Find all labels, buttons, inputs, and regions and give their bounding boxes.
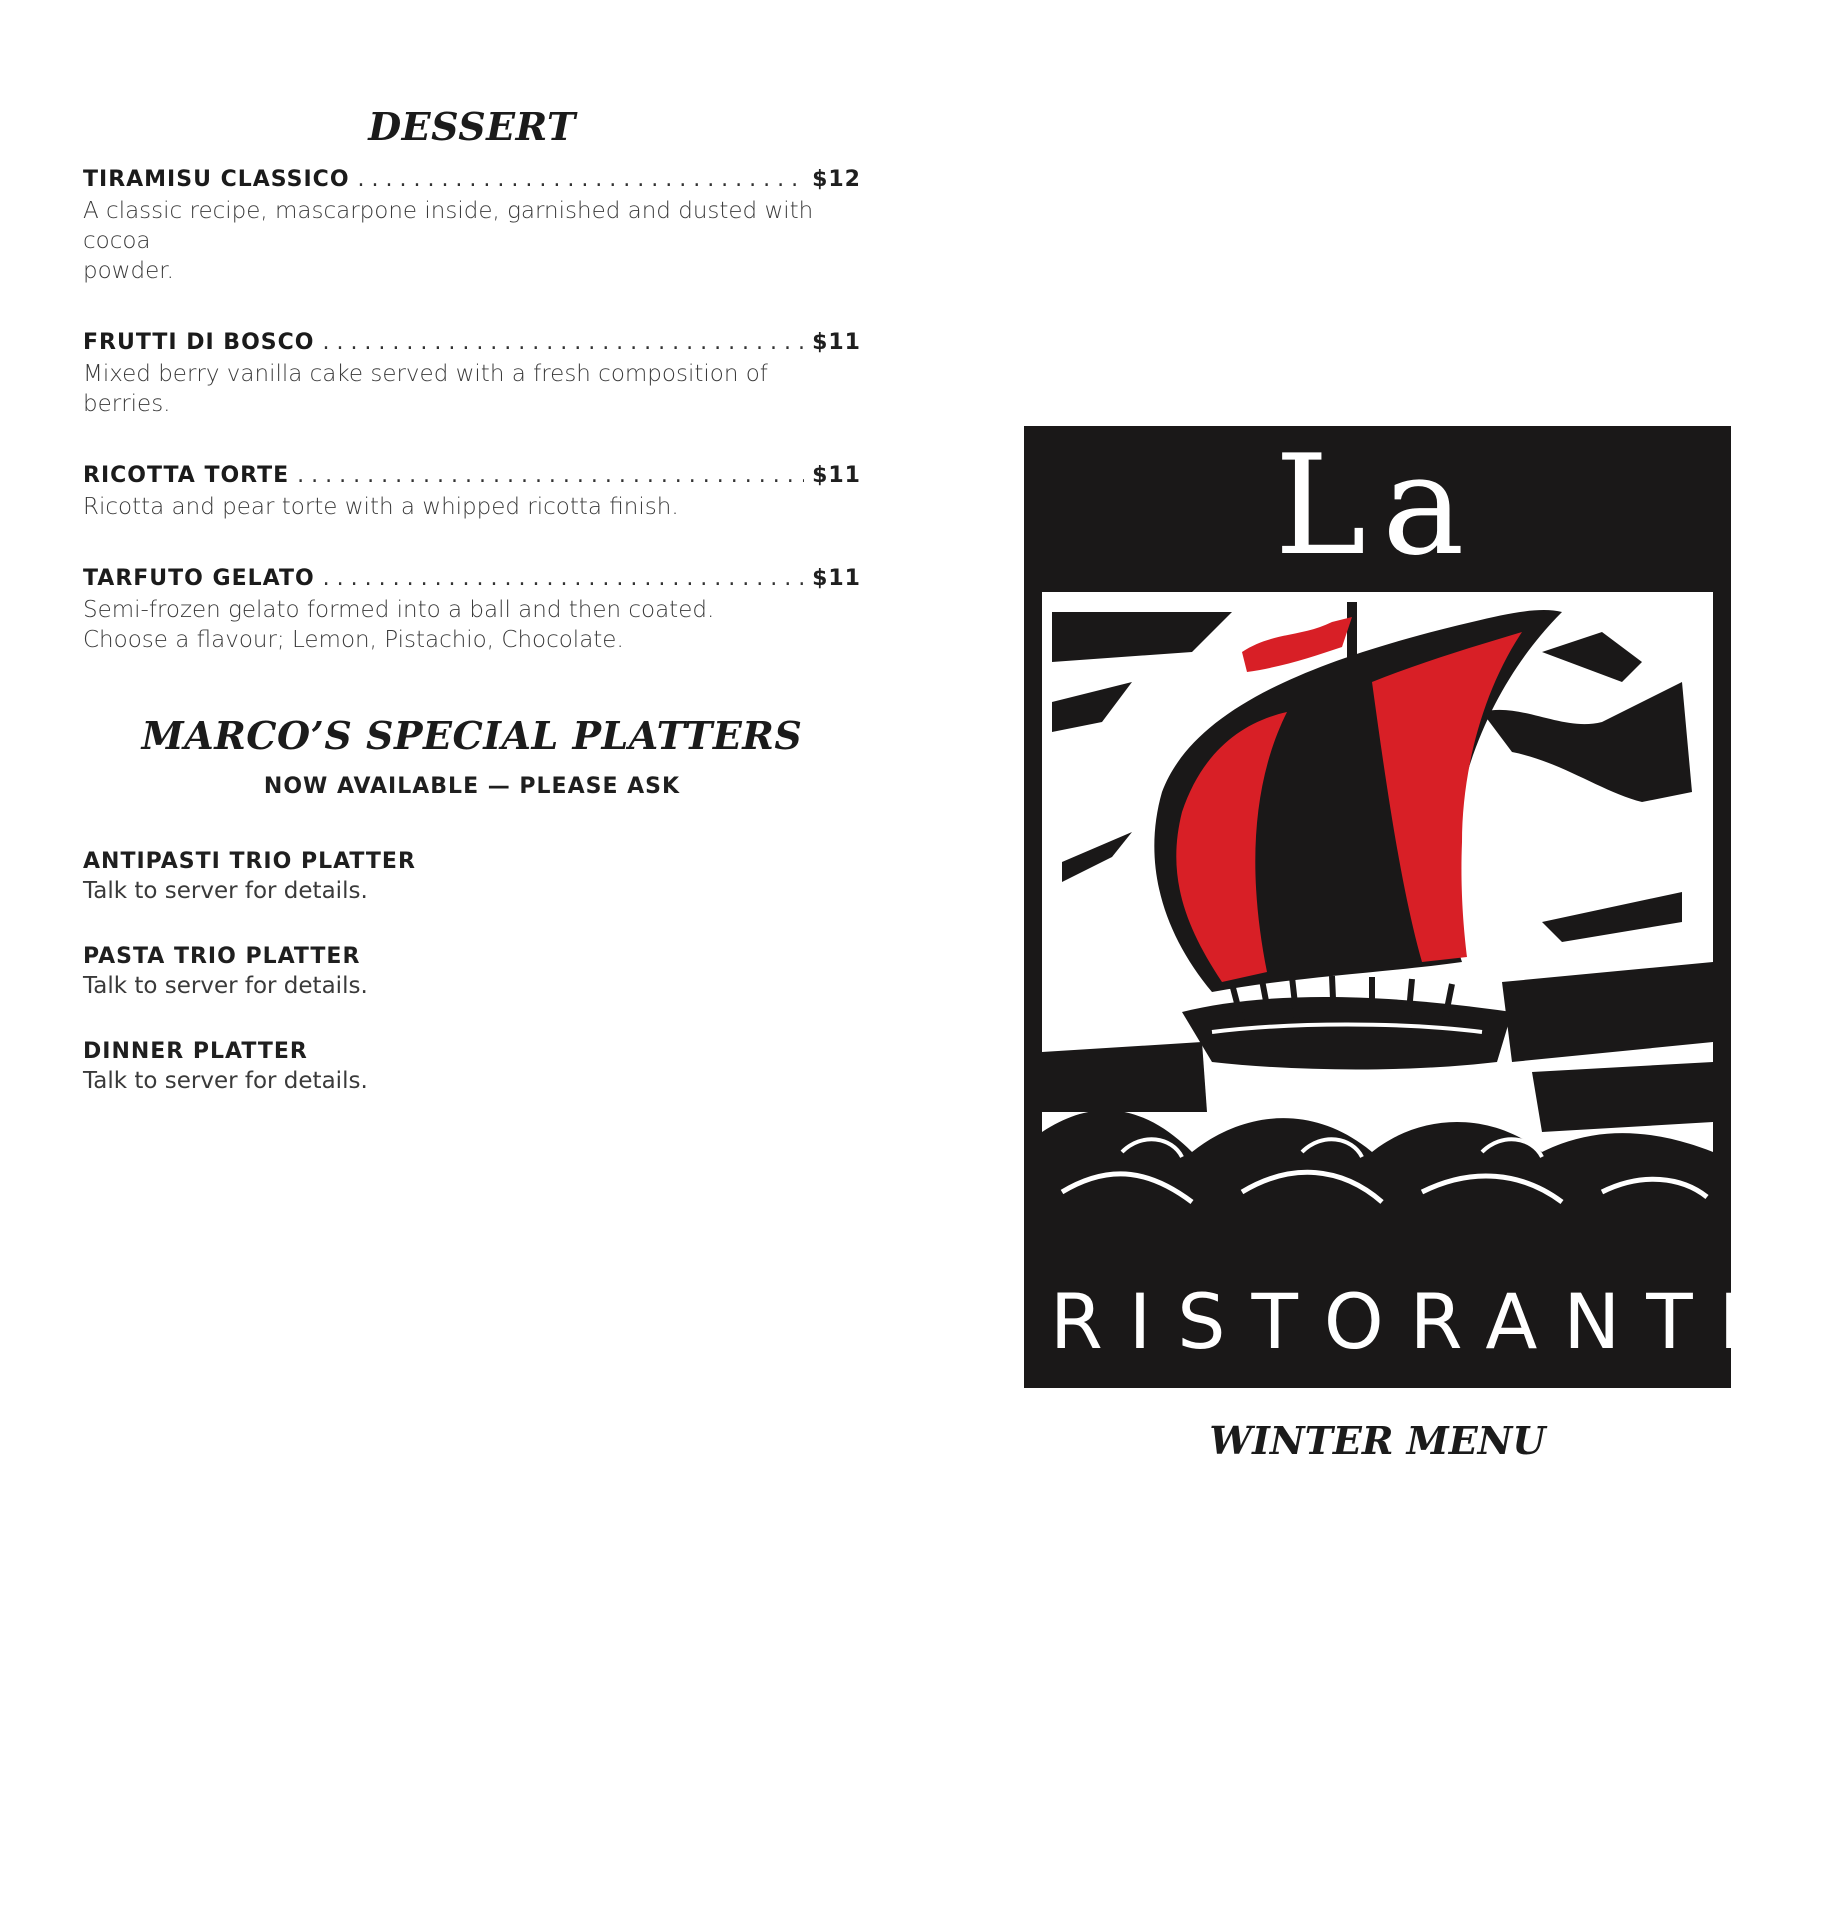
item-description <box>83 492 861 522</box>
dot-leader <box>297 463 804 488</box>
dot-leader <box>323 566 804 591</box>
platter-description: Talk to server for details. <box>83 1068 368 1094</box>
description-line: A classic recipe, mascarpone inside, garnished and dusted with cocoa <box>83 198 814 254</box>
item-name: TIRAMISU CLASSICO <box>83 167 350 192</box>
item-price: $11 <box>812 463 861 488</box>
platter-description: Talk to server for details. <box>83 973 368 999</box>
item-name: RICOTTA TORTE <box>83 463 290 488</box>
platter-item <box>83 1039 861 1094</box>
item-name: FRUTTI DI BOSCO <box>83 330 315 355</box>
item-name: TARFUTO GELATO <box>83 566 315 591</box>
dot-leader <box>322 330 804 355</box>
platter-name: PASTA TRIO PLATTER <box>83 944 361 969</box>
description-line: Mixed berry vanilla cake served with a fresh composition of berries. <box>83 361 768 417</box>
menu-caption: WINTER MENU <box>1209 1418 1546 1463</box>
dessert-title: DESSERT <box>368 104 576 149</box>
platter-item <box>83 849 861 904</box>
platter-name: DINNER PLATTER <box>83 1039 308 1064</box>
logo-title: La <box>1274 425 1481 586</box>
platter-name: ANTIPASTI TRIO PLATTER <box>83 849 416 874</box>
description-line: Semi-frozen gelato formed into a ball and then coated. <box>83 597 715 623</box>
description-line: Ricotta and pear torte with a whipped ricotta finish. <box>83 494 679 520</box>
menu-item <box>83 566 861 655</box>
item-price: $12 <box>812 167 861 192</box>
dot-leader <box>358 167 805 192</box>
platters-subtitle: NOW AVAILABLE — PLEASE ASK <box>263 774 681 799</box>
ship-illustration <box>1042 592 1713 1252</box>
platter-item <box>83 944 861 999</box>
menu-left-column <box>83 104 861 1094</box>
item-description <box>83 196 861 286</box>
platters-title: MARCO’S SPECIAL PLATTERS <box>141 713 803 758</box>
item-description <box>83 595 861 655</box>
description-line: Choose a flavour; Lemon, Pistachio, Chocolate. <box>83 627 624 653</box>
menu-item <box>83 167 861 286</box>
description-line: powder. <box>83 258 174 284</box>
restaurant-logo <box>1024 425 1793 1388</box>
item-price: $11 <box>812 330 861 355</box>
menu-item <box>83 463 861 522</box>
logo-subtitle: RISTORANTE <box>1050 1277 1793 1366</box>
menu-item <box>83 330 861 419</box>
item-price: $11 <box>812 566 861 591</box>
item-description <box>83 359 861 419</box>
ship-icon <box>1042 592 1713 1252</box>
platter-description: Talk to server for details. <box>83 878 368 904</box>
